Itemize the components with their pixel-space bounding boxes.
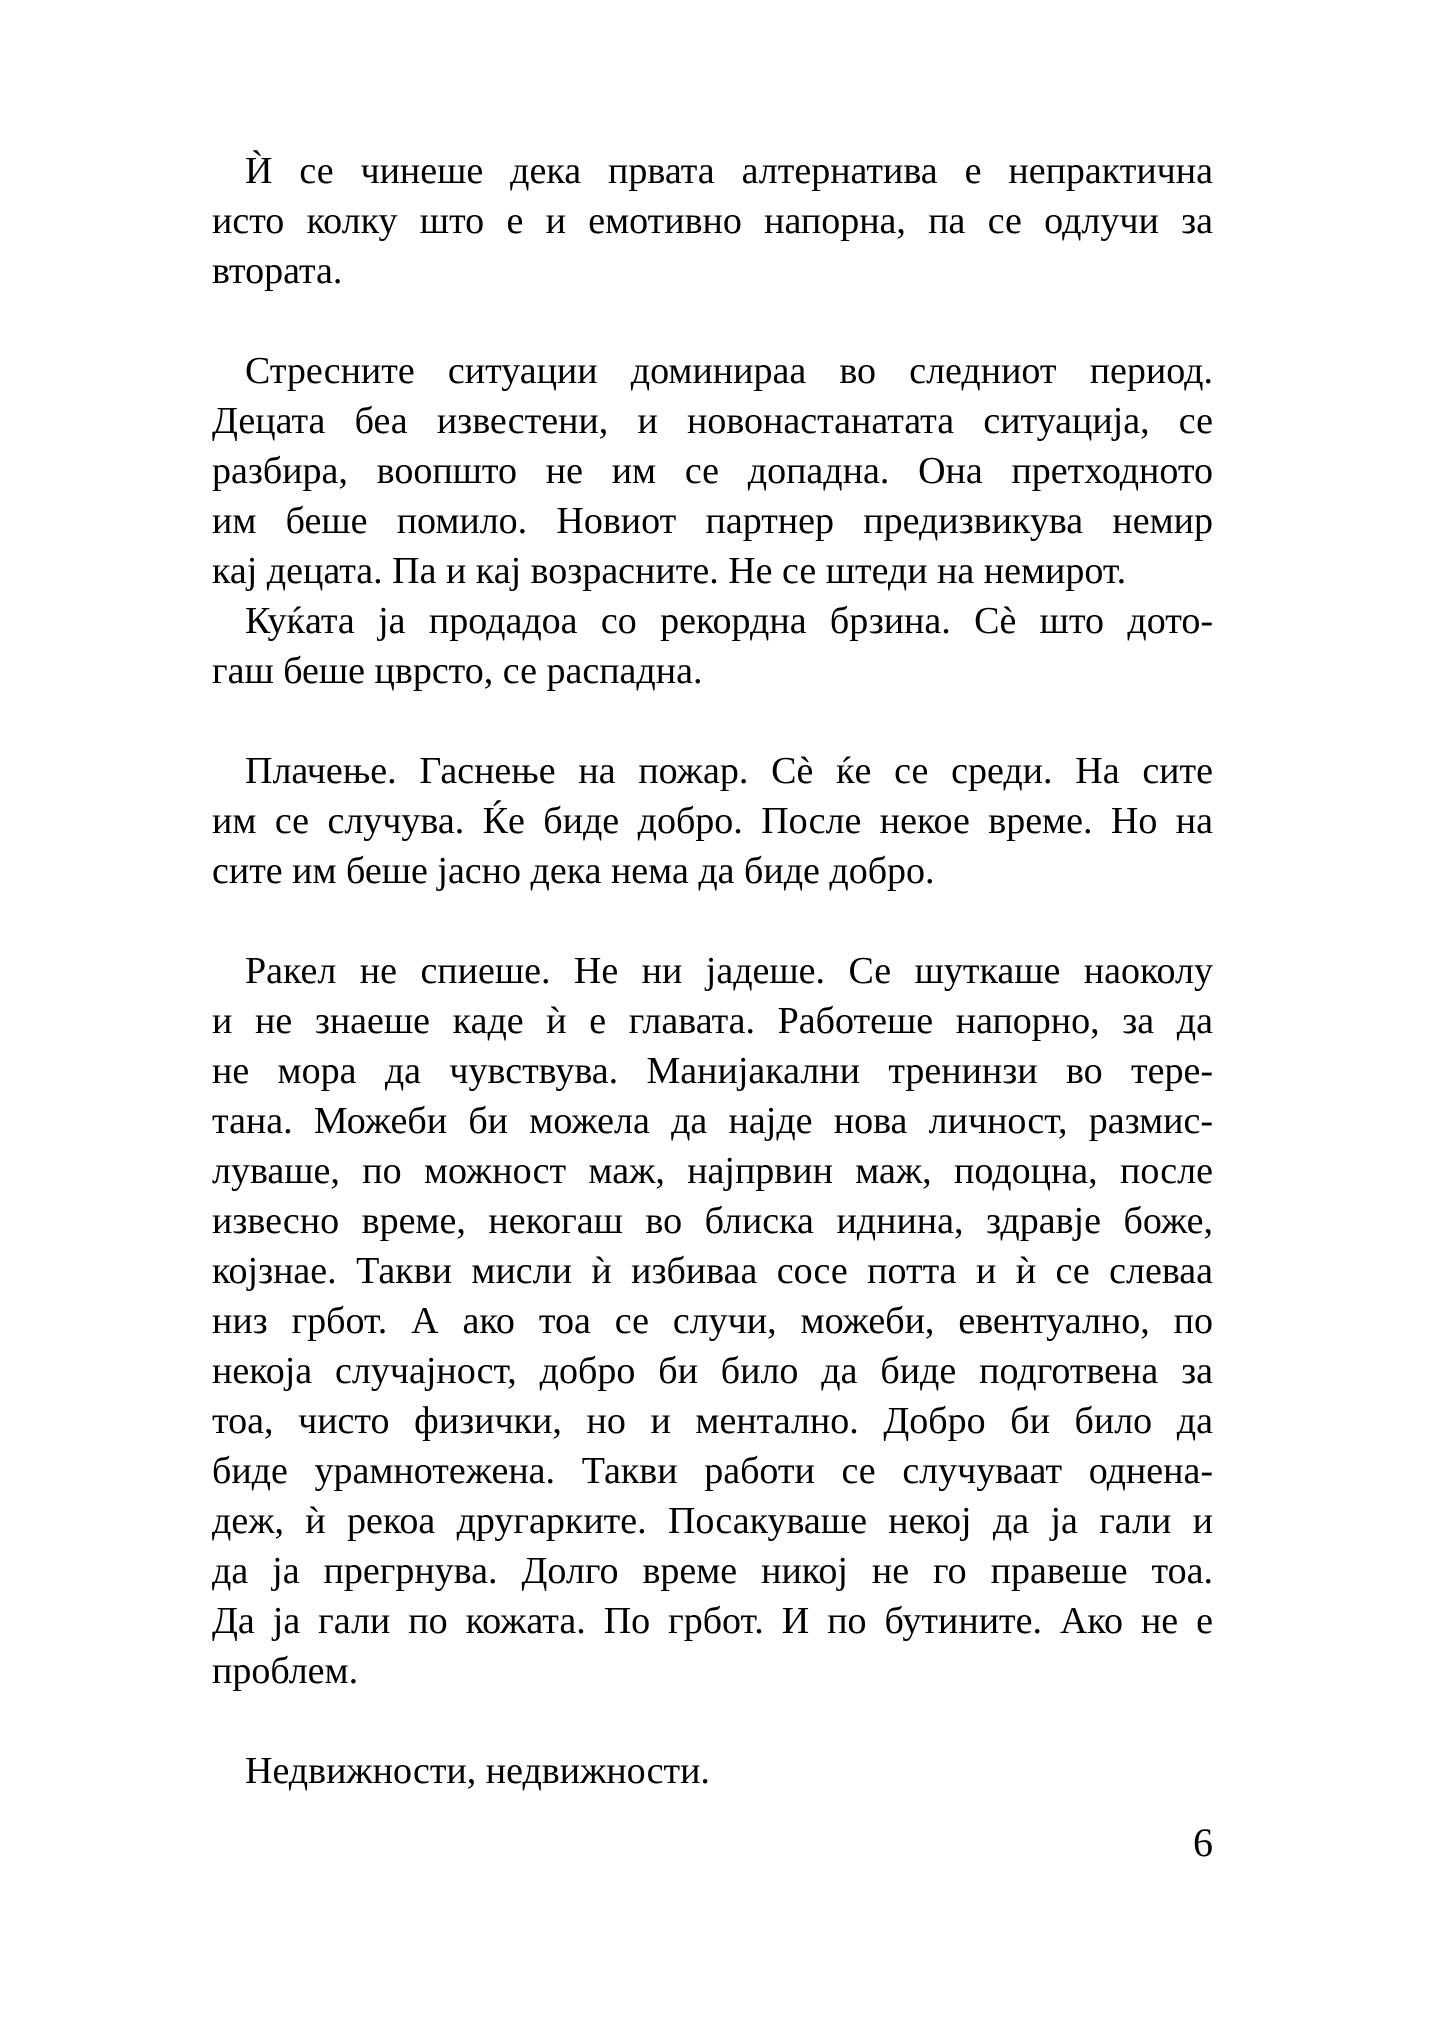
text-line: гаш беше цврсто, се распадна. — [212, 650, 703, 692]
text-line: разбира, воопшто не им се допадна. Она претходното — [212, 450, 1213, 492]
text-line: Да ја гали по кожата. По грбот. И по бутините. Ако не е — [212, 1600, 1213, 1642]
text-line: тана. Можеби би можела да најде нова личност, размис- — [212, 1100, 1213, 1142]
paragraph — [212, 946, 1213, 1696]
text-line: сите им беше јасно дека нема да биде добро. — [212, 850, 935, 892]
text-line: и не знаеше каде ѝ е главата. Работеше напорно, за да — [212, 1000, 1213, 1042]
text-line: им беше помило. Новиот партнер предизвикува немир — [212, 500, 1213, 542]
text-line: биде урамнотежена. Такви работи се случуваат однена- — [212, 1450, 1213, 1492]
text-line: тоа, чисто физички, но и ментално. Добро би било да — [212, 1400, 1213, 1442]
paragraph — [212, 746, 1213, 896]
text-line: исто колку што е и емотивно напорна, па се одлучи за — [212, 200, 1213, 242]
text-line: не мора да чувствува. Манијакални тренинзи во тере- — [212, 1050, 1213, 1092]
text-line: Ѝ се чинеше дека првата алтернатива е непрактична — [245, 150, 1213, 192]
text-line: Недвижности, недвижности. — [245, 1750, 710, 1792]
text-line: Децата беа известени, и новонастанатата ситуација, се — [212, 400, 1213, 442]
text-line: проблем. — [212, 1650, 359, 1692]
text-line: втората. — [212, 250, 343, 292]
paragraph — [212, 146, 1213, 296]
text-line: Куќата ја продадоа со рекордна брзина. Сѐ што дото- — [245, 600, 1213, 642]
page-number: 6 — [1193, 1820, 1213, 1865]
text-line: извесно време, некогаш во блиска иднина, здравје боже, — [212, 1200, 1213, 1242]
text-block — [212, 146, 1213, 1796]
text-line: луваше, по можност маж, најпрвин маж, подоцна, после — [212, 1150, 1213, 1192]
text-line: некоја случајност, добро би било да биде подготвена за — [212, 1350, 1213, 1392]
text-line: низ грбот. А ако тоа се случи, можеби, евентуално, по — [212, 1300, 1213, 1342]
text-line: кај децата. Па и кај возрасните. Не се штеди на немирот. — [212, 550, 1127, 592]
text-line: да ја прегрнува. Долго време никој не го правеше тоа. — [212, 1550, 1213, 1592]
paragraph — [212, 346, 1213, 596]
text-line: Плачење. Гаснење на пожар. Сѐ ќе се среди. На сите — [245, 750, 1213, 792]
text-line: деж, ѝ рекоа другарките. Посакуваше некој да ја гали и — [212, 1500, 1213, 1542]
text-line: им се случува. Ќе биде добро. После некое време. Но на — [212, 800, 1213, 842]
paragraph — [212, 596, 1213, 696]
text-line: којзнае. Такви мисли ѝ избиваа сосе потта и ѝ се слеваа — [212, 1250, 1213, 1292]
text-line: Ракел не спиеше. Не ни јадеше. Се шуткаше наоколу — [245, 950, 1213, 992]
text-line: Стресните ситуации доминираа во следниот период. — [245, 350, 1213, 392]
paragraph — [212, 1746, 1213, 1796]
